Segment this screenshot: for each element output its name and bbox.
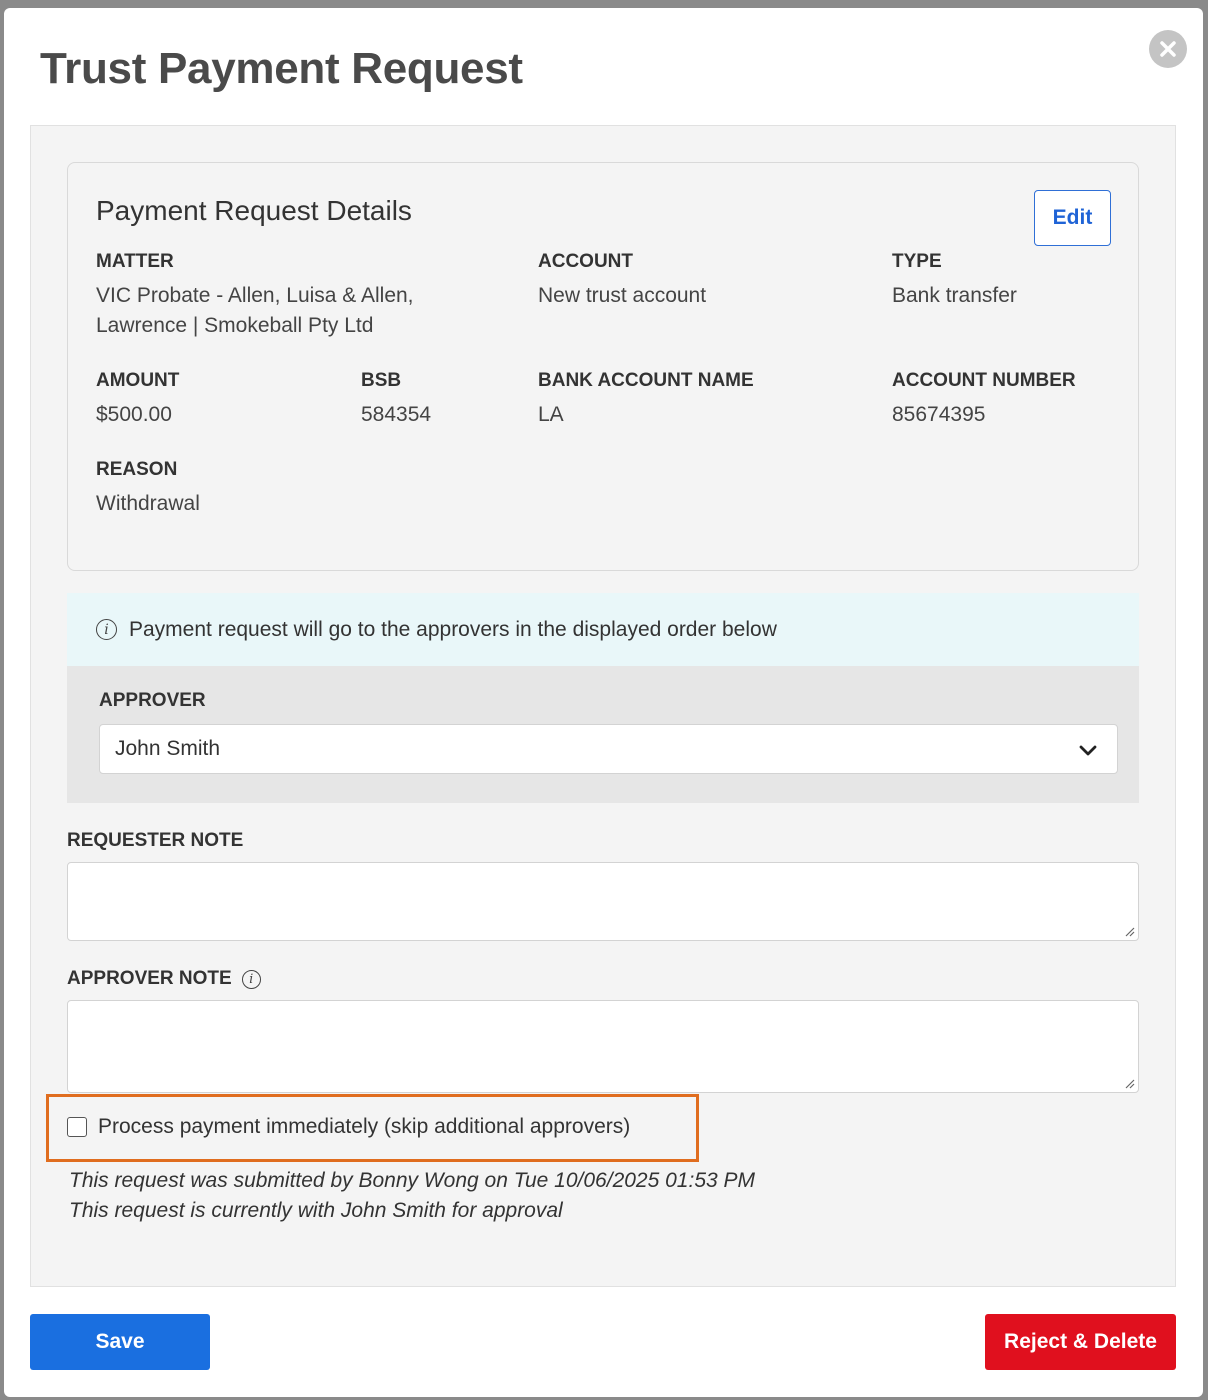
process-immediately-row[interactable] bbox=[67, 1115, 630, 1139]
type-value: Bank transfer bbox=[892, 284, 1017, 307]
matter-value-line1: VIC Probate - Allen, Luisa & Allen, bbox=[96, 284, 414, 307]
approver-note-input[interactable] bbox=[67, 1000, 1139, 1093]
reason-label: REASON bbox=[96, 459, 178, 480]
request-status-text bbox=[69, 1166, 755, 1226]
amount-label: AMOUNT bbox=[96, 370, 180, 391]
card-title: Payment Request Details bbox=[96, 195, 412, 226]
bsb-label: BSB bbox=[361, 370, 402, 391]
chevron-down-icon bbox=[1077, 739, 1099, 761]
account-number-value: 85674395 bbox=[892, 403, 986, 426]
approver-note-label: APPROVER NOTE bbox=[67, 968, 232, 989]
reason-value: Withdrawal bbox=[96, 492, 200, 515]
approver-selected-value: John Smith bbox=[115, 737, 221, 760]
modal-body bbox=[30, 125, 1176, 1287]
account-label: ACCOUNT bbox=[538, 251, 633, 272]
approver-label: APPROVER bbox=[99, 690, 206, 711]
info-icon: i bbox=[96, 619, 117, 640]
reject-delete-button[interactable]: Reject & Delete bbox=[985, 1314, 1176, 1370]
approver-note-label-row bbox=[67, 968, 261, 990]
info-banner bbox=[67, 593, 1139, 666]
approver-note-info-icon[interactable]: i bbox=[242, 970, 261, 989]
payment-details-card bbox=[67, 162, 1139, 571]
process-immediately-label[interactable]: Process payment immediately (skip additional approvers) bbox=[98, 1115, 631, 1138]
matter-value-line2: Lawrence | Smokeball Pty Ltd bbox=[96, 314, 374, 337]
info-banner-text: Payment request will go to the approvers in the displayed order below bbox=[129, 617, 777, 641]
bank-account-name-label: BANK ACCOUNT NAME bbox=[538, 370, 754, 391]
amount-value: $500.00 bbox=[96, 403, 172, 426]
account-number-label: ACCOUNT NUMBER bbox=[892, 370, 1076, 391]
requester-note-input[interactable] bbox=[67, 862, 1139, 941]
account-value: New trust account bbox=[538, 284, 707, 307]
approver-section bbox=[67, 666, 1139, 803]
approver-select[interactable] bbox=[99, 724, 1118, 774]
trust-payment-request-modal bbox=[4, 8, 1203, 1397]
modal-title: Trust Payment Request bbox=[40, 44, 523, 93]
requester-note-label: REQUESTER NOTE bbox=[67, 830, 244, 851]
type-label: TYPE bbox=[892, 251, 942, 272]
close-button[interactable] bbox=[1149, 30, 1187, 68]
resize-grip-icon[interactable] bbox=[1123, 925, 1135, 937]
close-icon bbox=[1159, 40, 1177, 58]
process-immediately-checkbox[interactable] bbox=[67, 1117, 87, 1137]
resize-grip-icon[interactable] bbox=[1123, 1077, 1135, 1089]
save-button[interactable]: Save bbox=[30, 1314, 210, 1370]
submitted-by-line: This request was submitted by Bonny Wong on Tue 10/06/2025 01:53 PM bbox=[69, 1169, 756, 1192]
matter-label: MATTER bbox=[96, 251, 174, 272]
bank-account-name-value: LA bbox=[538, 403, 564, 426]
matter-value bbox=[96, 281, 414, 341]
edit-button[interactable]: Edit bbox=[1034, 190, 1111, 246]
bsb-value: 584354 bbox=[361, 403, 432, 426]
current-approver-line: This request is currently with John Smith for approval bbox=[69, 1199, 563, 1222]
